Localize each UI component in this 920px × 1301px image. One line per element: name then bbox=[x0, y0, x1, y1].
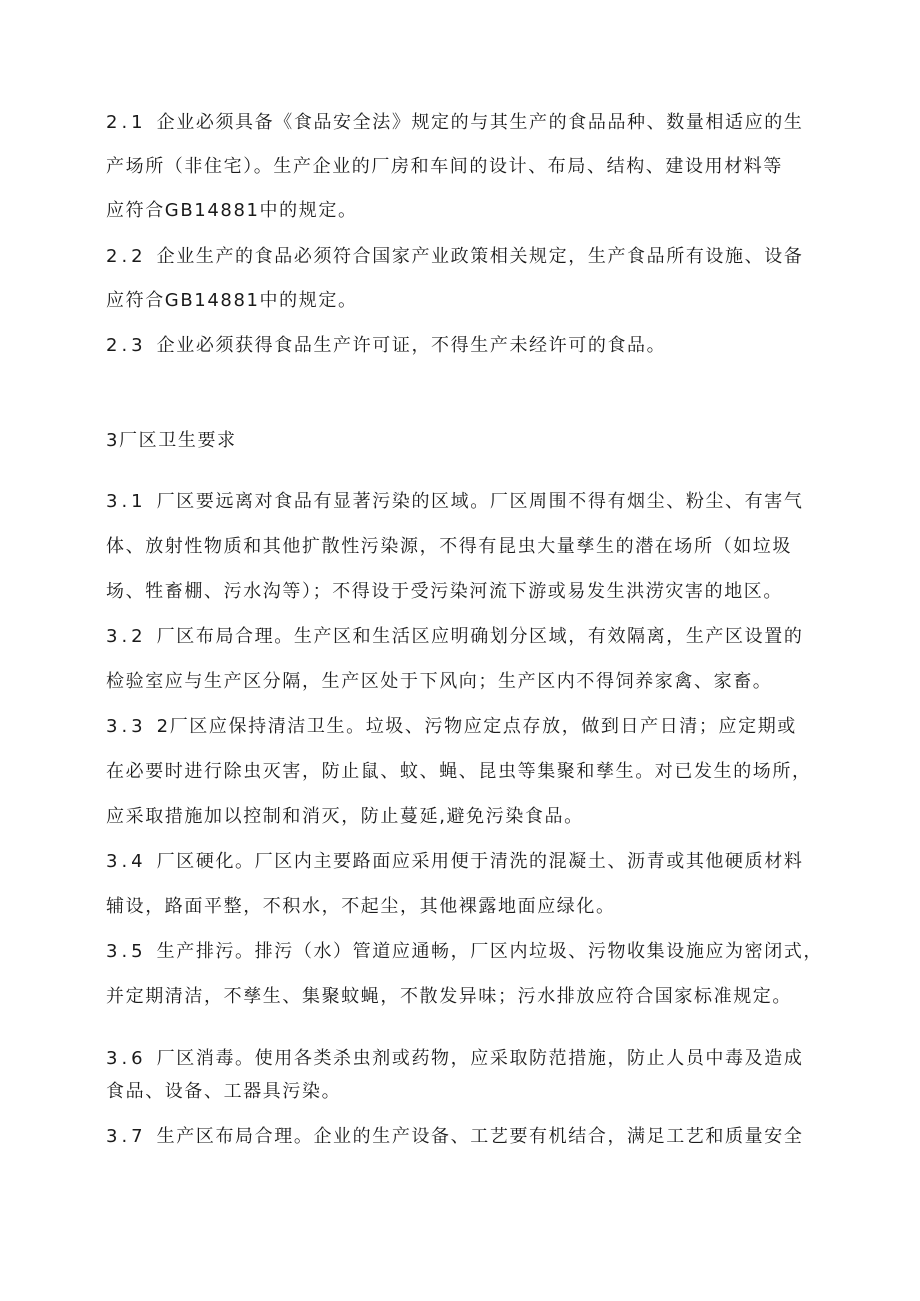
clause-text: 厂区硬化。厂区内主要路面应采用便于清洗的混凝土、沥青或其他硬质材料 bbox=[156, 851, 804, 872]
clause-text: 生产区布局合理。企业的生产设备、工艺要有机结合，满足工艺和质量安全 bbox=[156, 1126, 804, 1147]
clause-2-3-line-1 bbox=[106, 333, 826, 359]
clause-text: 厂区要远离对食品有显著污染的区域。厂区周围不得有烟尘、粉尘、有害气 bbox=[156, 491, 804, 512]
clause-3-3-line-3: 应采取措施加以控制和消灭，防止蔓延,避免污染食品。 bbox=[106, 806, 584, 827]
clause-number: 3.2 bbox=[106, 626, 147, 647]
clause-2-1-line-3: 应符合GB14881中的规定。 bbox=[106, 200, 358, 221]
clause-number: 3.4 bbox=[106, 851, 147, 872]
clause-number: 3.7 bbox=[106, 1126, 147, 1147]
clause-number: 3.6 bbox=[106, 1048, 147, 1069]
clause-text: 厂区消毒。使用各类杀虫剂或药物，应采取防范措施，防止人员中毒及造成 bbox=[156, 1048, 804, 1069]
clause-number: 3.3 bbox=[106, 716, 147, 737]
clause-3-1-line-3: 场、牲畜棚、污水沟等）；不得设于受污染河流下游或易发生洪涝灾害的地区。 bbox=[106, 581, 783, 602]
clause-3-5-line-2: 并定期清洁，不孳生、集聚蚊蝇，不散发异味；污水排放应符合国家标准规定。 bbox=[106, 986, 792, 1007]
clause-number: 2.3 bbox=[106, 335, 147, 356]
clause-text: 企业生产的食品必须符合国家产业政策相关规定，生产食品所有设施、设备 bbox=[156, 246, 804, 267]
clause-3-4-line-1 bbox=[106, 849, 826, 875]
clause-3-4-line-2: 辅设，路面平整，不积水，不起尘，其他裸露地面应绿化。 bbox=[106, 896, 616, 917]
clause-number: 3.5 bbox=[106, 941, 147, 962]
section-3-heading: 3厂区卫生要求 bbox=[106, 430, 237, 451]
clause-2-1-line-1 bbox=[106, 110, 826, 136]
clause-number: 2.1 bbox=[106, 112, 147, 133]
clause-text: 企业必须获得食品生产许可证，不得生产未经许可的食品。 bbox=[156, 335, 667, 356]
clause-3-7-line-1 bbox=[106, 1124, 826, 1150]
clause-3-6-line-1 bbox=[106, 1046, 826, 1072]
clause-3-1-line-1 bbox=[106, 489, 826, 515]
clause-2-1-line-2: 产场所（非住宅）。生产企业的厂房和车间的设计、布局、结构、建设用材料等 bbox=[106, 156, 783, 177]
clause-3-1-line-2: 体、放射性物质和其他扩散性污染源，不得有昆虫大量孳生的潜在场所（如垃圾 bbox=[106, 536, 792, 557]
clause-2-2-line-2: 应符合GB14881中的规定。 bbox=[106, 290, 358, 311]
clause-text: 2厂区应保持清洁卫生。垃圾、污物应定点存放，做到日产日清；应定期或 bbox=[156, 716, 797, 737]
clause-text: 厂区布局合理。生产区和生活区应明确划分区域，有效隔离，生产区设置的 bbox=[156, 626, 804, 647]
clause-3-5-line-1 bbox=[106, 939, 826, 965]
clause-3-6-line-2: 食品、设备、工器具污染。 bbox=[106, 1081, 342, 1102]
clause-3-2-line-1 bbox=[106, 624, 826, 650]
clause-3-3-line-2: 在必要时进行除虫灭害，防止鼠、蚊、蝇、昆虫等集聚和孳生。对已发生的场所， bbox=[106, 761, 812, 782]
clause-2-2-line-1 bbox=[106, 244, 826, 270]
clause-3-2-line-2: 检验室应与生产区分隔，生产区处于下风向；生产区内不得饲养家禽、家畜。 bbox=[106, 671, 773, 692]
clause-number: 2.2 bbox=[106, 246, 147, 267]
clause-3-3-line-1 bbox=[106, 714, 826, 740]
clause-text: 生产排污。排污（水）管道应通畅，厂区内垃圾、污物收集设施应为密闭式， bbox=[156, 941, 824, 962]
clause-number: 3.1 bbox=[106, 491, 147, 512]
clause-text: 企业必须具备《食品安全法》规定的与其生产的食品品种、数量相适应的生 bbox=[156, 112, 804, 133]
